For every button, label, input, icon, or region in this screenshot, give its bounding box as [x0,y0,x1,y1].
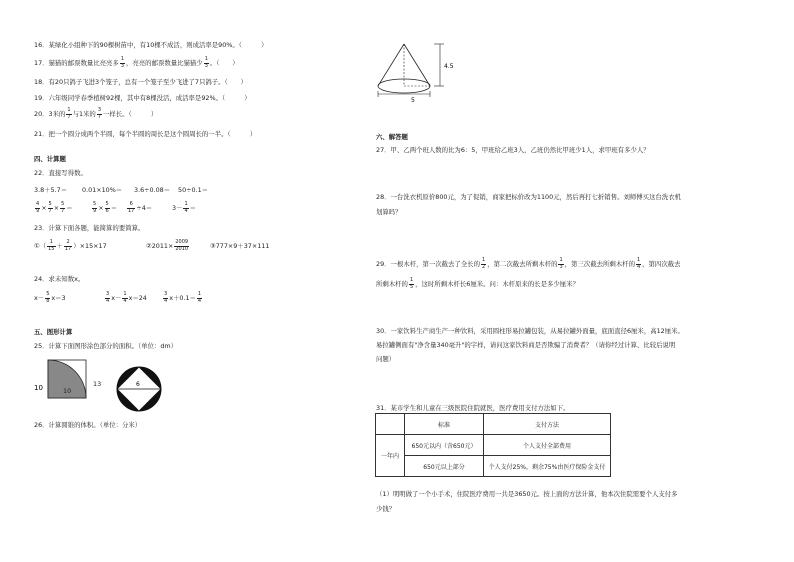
fraction: $\frac{2}{17}$ [64,239,72,252]
operator-text: ＝ [189,204,197,212]
question-31-1-line-2: 少钱？ [376,505,396,513]
question-31: 31．某市学生和儿童在三级医院住院就医，医疗费用支付方法如下。 [376,404,570,412]
q23-item-2: ②2011× $\frac{2009}{2010}$ [146,239,189,252]
fraction: $\frac{3}{4}$ [164,291,168,304]
q22-frac-item [172,202,196,214]
fee-table [375,413,611,477]
fraction: $\frac{1}{3}$ [559,257,563,270]
question-29-line-2: 所剩木杆的 $\frac{1}{5}$ ，这时所剩木杆长6厘米。问：木杆原来的长是多少厘米？ [376,277,579,290]
fraction: $\frac{1}{3}$ [120,56,125,69]
table-row-label: 一年内 [376,435,405,477]
fraction: $\frac{1}{5}$ [409,277,414,290]
fraction: $\frac{4}{9}$ [36,201,40,214]
fraction: $\frac{3}{7}$ [97,107,101,120]
q22-frac-item [91,202,117,214]
cone-figure [370,40,460,104]
fraction: $\frac{2009}{2010}$ [175,239,189,252]
fraction: $\frac{6}{17}$ [128,201,135,214]
q22-frac-item [34,202,73,214]
fraction: $\frac{5}{9}$ [93,201,97,214]
question-30-line-2: 易拉罐侧面有"净含量340毫升"的字样，请问这家饮料商是否欺骗了消费者？（请你经过计算、比较后说明 [376,341,676,349]
section-6-heading: 六、解答题 [376,133,408,141]
q24-item-2: $\frac{3}{4}$ x－ $\frac{1}{4}$ x＝24 [106,291,147,304]
table-corner [376,414,405,435]
cone-height-label: 4.5 [444,63,454,70]
fig-label-diag: 13 [93,380,102,388]
q22-item: 0.01×10%＝ [82,186,123,194]
question-21: 21．把一个圆分成两个半圆，每个半圆的周长是这个圆周长的一半。（ ） [34,130,257,138]
q24-item-1: x－ $\frac{5}{8}$ x＝3 [34,291,66,304]
q20-text-a: 20．3米的 [34,110,66,118]
fig-label-side: 10 [34,384,43,392]
q22-frac-item [126,202,152,214]
q23-item-1: ①（ $\frac{1}{15}$ ＋ $\frac{2}{17}$ ）×15×17 [34,239,107,252]
question-27: 27．甲、乙两个班人数的比为6：5，甲班给乙班3人，乙班仍然比甲班少1人，求甲班有多少人？ [376,146,650,154]
question-24: 24．求未知数x。 [34,275,85,283]
table-cell: 650元以上部分 [405,456,484,477]
operator-text: × [53,204,60,212]
q17-text-c: 。（ ） [209,59,239,67]
operator-text: × [98,204,104,212]
fig-label-bottom: 10 [63,387,72,395]
section-4-heading: 四、计算题 [34,155,66,163]
table-header: 支付方法 [484,414,611,435]
q17-text-a: 17．猫猫的邮票数量比亮亮多 [34,59,119,67]
fraction: $\frac{5}{6}$ [105,201,109,214]
question-28-line-1: 28．一台洗衣机原价800元，为了促销，商家把标价改为1100元，然后再打七折销售。刘师傅买这台洗衣机 [376,193,681,201]
question-18: 18．有20只鸽子飞进3个笼子，总有一个笼子至少飞进了7只鸽子。（ ） [34,78,247,86]
table-cell: 650元以内（含650元） [405,435,484,456]
question-16: 16．某绿化小组种下的90棵树苗中，有10棵不成活，则成活率是90%。（ ） [34,41,268,49]
circle-square-figure [114,364,164,414]
fraction: $\frac{5}{7}$ [61,201,65,214]
question-17 [34,57,239,69]
fraction: $\frac{3}{4}$ [106,291,110,304]
q17-text-b: ，亮亮的邮票数量比猫猫少 [126,59,203,67]
q22-item: 3.6÷0.08＝ [134,186,171,194]
fraction: $\frac{1}{4}$ [197,291,202,304]
q24-item-3: $\frac{3}{4}$ x＋0.1＝ $\frac{1}{4}$ [164,291,202,304]
fraction: $\frac{1}{15}$ [48,239,55,252]
operator-text: 3－ [172,204,183,212]
question-31-1-line-1: （1）明明做了一个小手术，住院医疗费用一共是3650元。按上面的方法计算，他本次住院需要个人支付多 [376,490,678,498]
fraction: $\frac{1}{3}$ [204,56,208,69]
fraction: $\frac{1}{4}$ [636,257,641,270]
table-cell: 个人支付25%，剩余75%由医疗保险金支付 [484,456,611,477]
question-25: 25．计算下面图形涂色部分的面积。（单位：dm） [34,342,178,350]
fraction: $\frac{1}{2}$ [482,257,486,270]
operator-text: × [41,204,47,212]
q20-text-c: 一样长。（ ） [103,110,158,118]
q22-item: 50÷0.1＝ [178,186,209,194]
fraction: $\frac{5}{8}$ [46,291,50,304]
q22-item: 3.8＋5.7＝ [34,186,68,194]
fraction: $\frac{1}{7}$ [67,107,71,120]
fraction: $\frac{1}{4}$ [184,201,188,214]
cone-base-label: 5 [411,97,415,104]
question-30-line-3: 问题） [376,355,396,363]
fraction: $\frac{5}{7}$ [48,201,52,214]
question-30-line-1: 30．一家饮料生产商生产一种饮料，采用圆柱形易拉罐包装，从易拉罐外面量，底面直径6厘米，高12厘米。 [376,327,684,335]
fraction: $\frac{1}{4}$ [123,291,127,304]
operator-text: ＝ [110,204,118,212]
section-5-heading: 五、图形计算 [34,328,73,336]
question-28-line-2: 划算吗？ [376,208,402,216]
question-29-line-1: 29．一根木杆，第一次截去了全长的 $\frac{1}{2}$ ，第二次截去所剩木杆的 $\frac{1}{3}$ ，第三次截去所剩木杆的 $\frac{1}{4}$ ，第四次截去 [376,257,681,270]
operator-text: ÷4＝ [136,204,153,212]
question-19: 19．六年级同学春季植树92棵，其中有8棵没活，成活率是92%。（ ） [34,94,251,102]
question-26: 26．计算圆锥的体积。（单位：分米） [34,421,142,429]
fig-label-circle: 6 [136,381,140,388]
q23-item-3: ③777×9＋37×111 [210,242,270,250]
table-cell: 个人支付全部费用 [484,435,611,456]
question-20 [34,108,157,120]
operator-text: ＝ [66,204,73,212]
question-23: 23．计算下面各题，能简算的要简算。 [34,224,145,232]
table-header: 标准 [405,414,484,435]
q20-text-b: 与1米的 [72,110,96,118]
question-22: 22．直接写得数。 [34,169,87,177]
